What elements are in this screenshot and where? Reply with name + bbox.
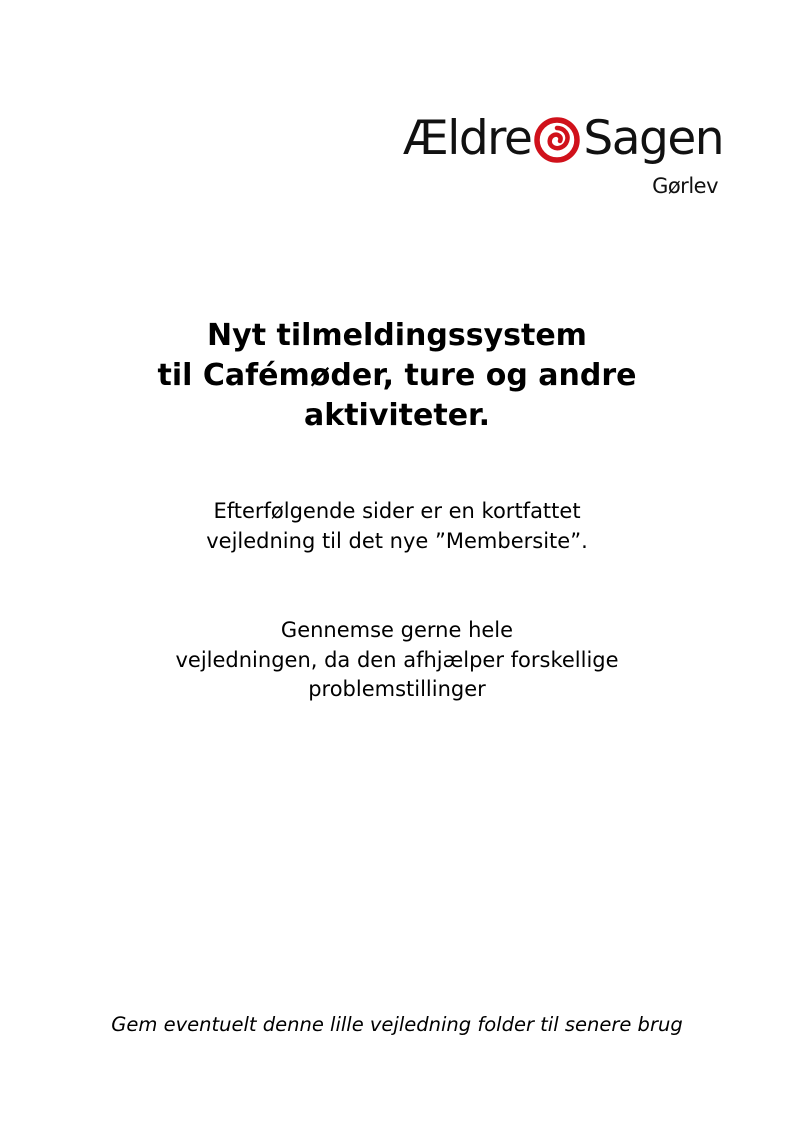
swirl-icon <box>534 117 580 163</box>
intro-line: Efterfølgende sider er en kortfattet <box>213 499 581 523</box>
page-title <box>0 316 794 436</box>
advice-line: Gennemse gerne hele <box>280 618 514 642</box>
logo-subtitle-local-branch: Gørlev <box>652 174 718 198</box>
logo-wordmark <box>403 108 723 170</box>
logo-word-aeldre: Ældre <box>403 111 532 166</box>
title-line: til Cafémøder, ture og andre <box>157 358 637 393</box>
advice-line: problemstillinger <box>308 677 486 701</box>
intro-line: vejledning til det nye ”Membersite”. <box>206 528 588 553</box>
title-line: Nyt tilmeldingssystem <box>207 318 587 353</box>
footer-note: Gem eventuelt denne lille vejledning folder til senere brug <box>111 1013 683 1036</box>
logo-word-sagen: Sagen <box>583 111 724 166</box>
aeldre-sagen-logo <box>403 108 724 204</box>
title-line: aktiviteter. <box>304 398 490 433</box>
advice-line: vejledningen, da den afhjælper forskellige <box>175 647 619 672</box>
intro-paragraph <box>0 497 794 556</box>
advice-paragraph <box>0 616 794 705</box>
